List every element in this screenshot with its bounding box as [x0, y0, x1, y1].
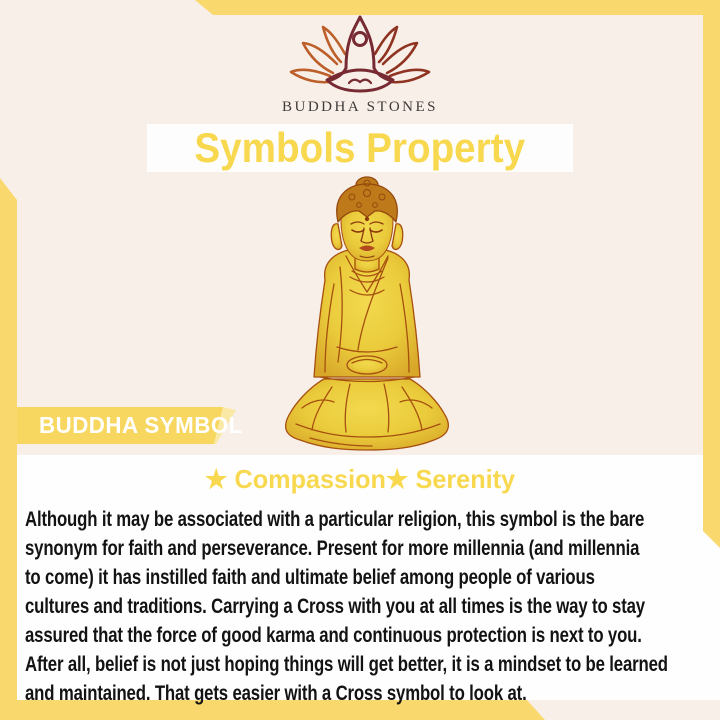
paragraph-line: After all, belief is not just hoping things will get better, it is a mindset to be learned	[25, 652, 668, 676]
buddha-symbol-label: BUDDHA SYMBOL	[39, 412, 243, 438]
lotus-meditation-icon	[285, 12, 435, 104]
paragraph-line: to come) it has instilled faith and ultimate belief among people of various	[25, 565, 595, 589]
properties-heading: ★ Compassion★ Serenity	[204, 464, 516, 494]
paragraph-line: Although it may be associated with a particular religion, this symbol is the bare	[25, 507, 645, 531]
paragraph-line: assured that the force of good karma and continuous protection is next to you.	[25, 623, 642, 647]
buddha-symbol-ribbon	[17, 407, 249, 444]
description-paragraph	[25, 505, 718, 708]
paragraph-line: and maintained. That gets easier with a Cross symbol to look at.	[25, 681, 527, 705]
brand-name: BUDDHA STONES	[282, 99, 438, 115]
page-title: Symbols Property	[194, 124, 526, 171]
paragraph-line: synonym for faith and perseverance. Present for more millennia (and millennia	[25, 536, 640, 560]
paragraph-line: cultures and traditions. Carrying a Cross with you at all times is the way to stay	[25, 594, 645, 618]
golden-buddha-statue-illustration	[262, 172, 472, 462]
title-banner	[147, 124, 573, 172]
